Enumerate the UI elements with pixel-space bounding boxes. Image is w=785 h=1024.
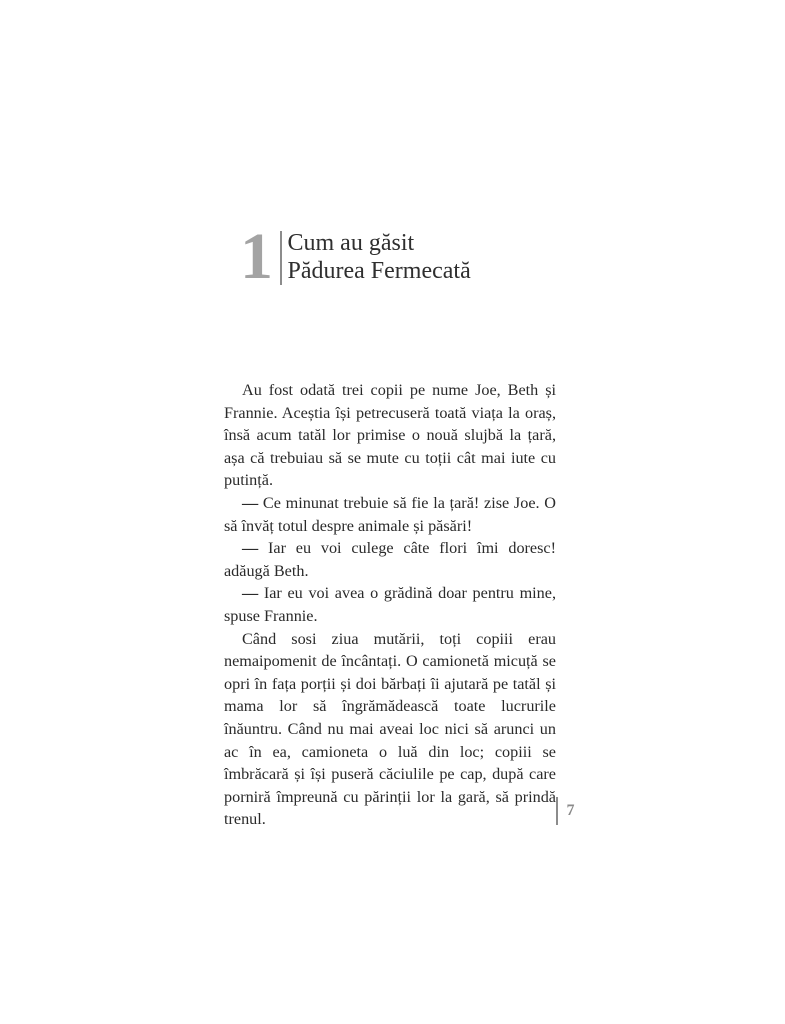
chapter-title xyxy=(288,226,471,285)
paragraph-text: Au fost odată trei copii pe nume Joe, Beth și Frannie. Aceștia își petrecuseră toată viața la oraș, însă acum tatăl lor primise o nouă slujbă la țară, așa că trebuiau să se mute cu toții cât mai iute cu putință. xyxy=(224,381,556,490)
body-text xyxy=(224,379,556,831)
dialogue-dash: — xyxy=(242,493,259,512)
chapter-header xyxy=(240,220,471,293)
paragraph-text: Ce minunat trebuie să fie la țară! zise Joe. O să învăț totul despre animale și păsări! xyxy=(224,493,556,535)
chapter-number: 1 xyxy=(240,220,273,293)
paragraph-text: Iar eu voi culege câte flori îmi doresc! adăugă Beth. xyxy=(224,539,556,580)
page-footer xyxy=(556,797,575,825)
dialogue-dash: — xyxy=(242,584,259,603)
dialogue-paragraph xyxy=(224,582,556,627)
paragraph xyxy=(224,628,556,831)
page-number: 7 xyxy=(566,802,575,819)
chapter-title-line-1: Cum au găsit xyxy=(287,230,415,256)
chapter-divider xyxy=(280,231,282,285)
page-number-divider xyxy=(556,797,558,825)
paragraph-text: Iar eu voi avea o grădină doar pentru mine, spuse Frannie. xyxy=(224,584,556,625)
paragraph xyxy=(224,379,556,492)
paragraph-text: Când sosi ziua mutării, toți copiii erau nemaipomenit de încântați. O camionetă micuță se opri în fața porții și doi bărbați îi ajutară pe tatăl și mama lor să îngrămădească toate lucrurile înăuntru. Când nu mai aveai loc nici să arunci un ac în ea, camioneta o luă din loc; copiii se îmbrăcară și își puseră căciulile pe cap, după care porniră împreună cu părinții lor la gară, să prindă trenul. xyxy=(224,629,556,829)
dialogue-paragraph xyxy=(224,492,556,537)
chapter-title-line-2: Pădurea Fermecată xyxy=(287,258,471,284)
dialogue-paragraph xyxy=(224,537,556,582)
dialogue-dash: — xyxy=(242,539,259,558)
